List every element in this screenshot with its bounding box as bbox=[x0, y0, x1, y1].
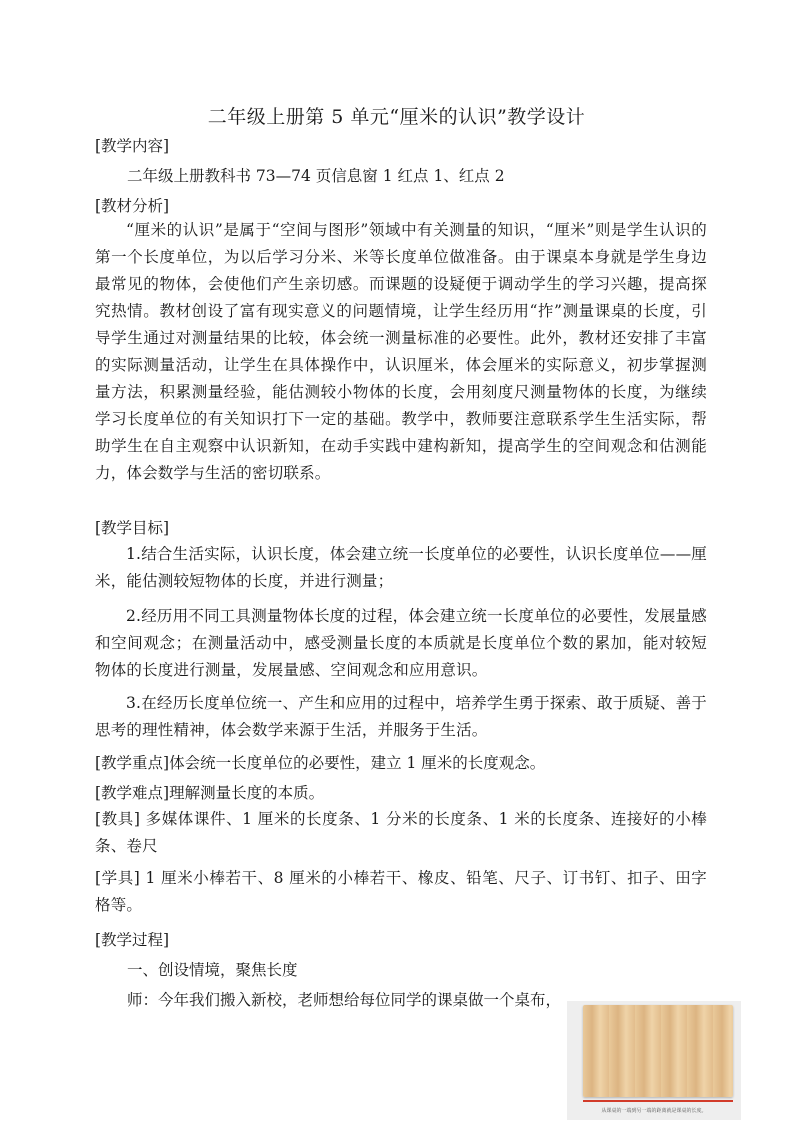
analysis-paragraph: “厘米的认识”是属于“空间与图形”领域中有关测量的知识，“厘米”则是学生认识的第一个长度单位，为以后学习分米、米等长度单位做准备。由于课桌本身就是学生身边最常见的物体，会使他们产生亲切感。而课题的设疑便于调动学生的学习兴趣，提高探究热情。教材创设了富有现实意义的问题情境，让学生经历用“拃”测量课桌的长度，引导学生通过对测量结果的比较，体会统一测量标准的必要性。此外，教材还安排了丰富的实际测量活动，让学生在具体操作中，认识厘米，体会厘米的实际意义，初步掌握测量方法，积累测量经验，能估测较小物体的长度，会用刻度尺测量物体的长度，为继续学习长度单位的有关知识打下一定的基础。教学中，教师要注意联系学生生活实际，帮助学生在自主观察中认识新知，在动手实践中建构新知，提高学生的空间观念和估测能力，体会数学与生活的密切联系。 bbox=[95, 221, 707, 482]
content-heading: [教学内容] bbox=[95, 137, 170, 155]
teacher-line: 师：今年我们搬入新校，老师想给每位同学的课桌做一个桌布， bbox=[127, 991, 562, 1009]
goal-item-2: 2.经历用不同工具测量物体长度的过程，体会建立统一长度单位的必要性，发展量感和空间观念；在测量活动中，感受测量长度的本质就是长度单位个数的累加，能对较短物体的长度进行测量，发展量感、空间观念和应用意识。 bbox=[95, 607, 707, 679]
step-one-heading: 一、创设情境，聚焦长度 bbox=[127, 961, 298, 979]
desk-photo bbox=[567, 1001, 741, 1120]
goals-heading: [教学目标] bbox=[95, 519, 170, 537]
difficulty: [教学难点]理解测量长度的本质。 bbox=[95, 784, 325, 802]
length-marker-line bbox=[583, 1100, 733, 1102]
key-point: [教学重点]体会统一长度单位的必要性，建立 1 厘米的长度观念。 bbox=[95, 754, 546, 772]
desk-top-image bbox=[583, 1005, 733, 1097]
process-heading: [教学过程] bbox=[95, 931, 170, 949]
photo-caption: 从课桌的一端到另一端的距离就是课桌的长度。 bbox=[601, 1108, 707, 1114]
goal-item-3: 3.在经历长度单位统一、产生和应用的过程中，培养学生勇于探索、敢于质疑、善于思考的理性精神，体会数学来源于生活，并服务于生活。 bbox=[95, 694, 707, 739]
goal-item-1: 1.结合生活实际，认识长度，体会建立统一长度单位的必要性，认识长度单位——厘米，能估测较短物体的长度，并进行测量； bbox=[95, 545, 707, 590]
teaching-tools: [教具] 多媒体课件、1 厘米的长度条、1 分米的长度条、1 米的长度条、连接好的小棒条、卷尺 bbox=[95, 810, 707, 855]
content-text: 二年级上册教科书 73—74 页信息窗 1 红点 1、红点 2 bbox=[127, 167, 505, 185]
document-title: 二年级上册第 5 单元“厘米的认识”教学设计 bbox=[207, 106, 586, 128]
analysis-heading: [教材分析] bbox=[95, 197, 170, 215]
student-tools: [学具] 1 厘米小棒若干、8 厘米的小棒若干、橡皮、铅笔、尺子、订书钉、扣子、田字格等。 bbox=[95, 869, 707, 914]
